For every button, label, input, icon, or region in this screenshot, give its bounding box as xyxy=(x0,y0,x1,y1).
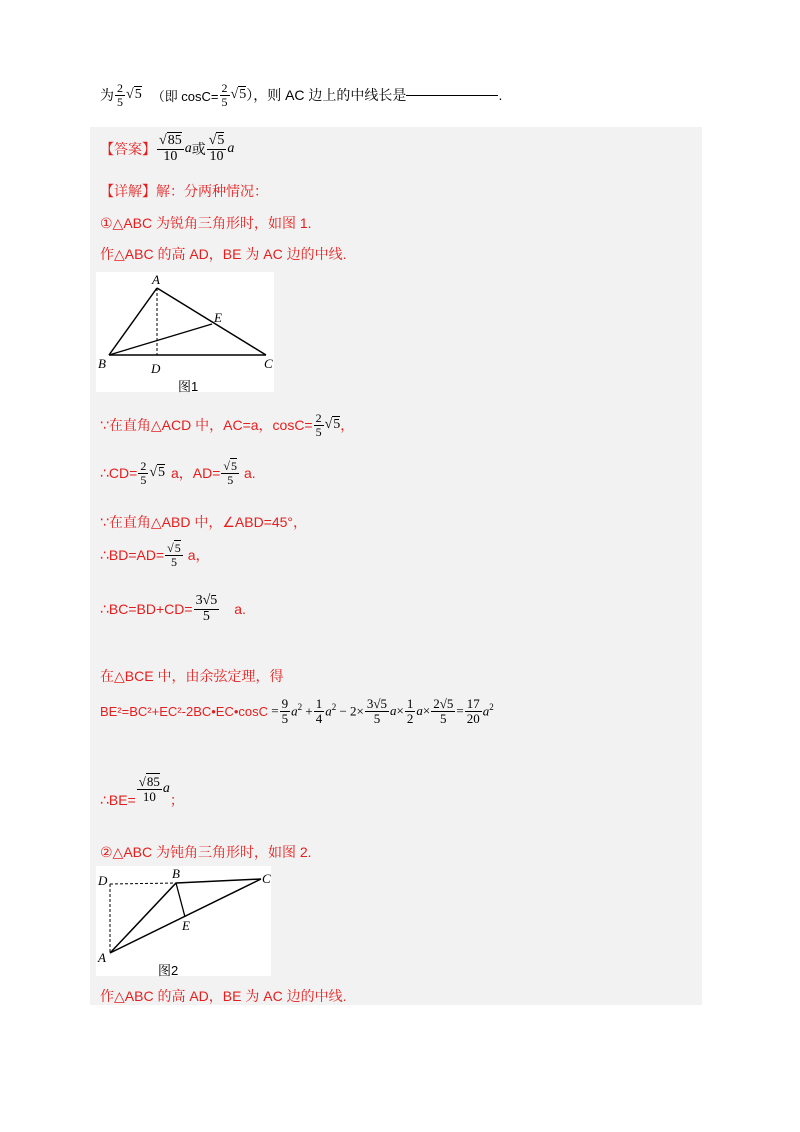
step-5-end: a. xyxy=(234,601,246,618)
answer-blank xyxy=(406,95,498,96)
answer-line xyxy=(100,134,234,164)
fraction: $\frac{1}{4}$ xyxy=(315,696,323,726)
fraction: $\frac{√5}{10}$ xyxy=(208,133,225,164)
case2-heading: ②△ABC 为钝角三角形时，如图 2. xyxy=(100,844,312,860)
detail-label: 【详解】 xyxy=(100,183,156,199)
step-7 xyxy=(100,697,494,725)
figure-1 xyxy=(96,272,274,392)
fraction: $\frac{√85}{10}$ xyxy=(138,773,160,804)
fraction: $\frac{17}{20}$ xyxy=(466,696,480,726)
figure-1-caption: 图1 xyxy=(178,379,199,394)
step-8-text: ∴BE= xyxy=(100,791,136,808)
step-2 xyxy=(100,460,256,486)
question-text-4: . xyxy=(498,87,503,104)
term: a× xyxy=(416,703,431,719)
label-C: C xyxy=(262,871,271,886)
question-text-2: （即 cosC= xyxy=(151,88,219,104)
step-2-mid: a，AD= xyxy=(171,465,221,482)
detail-line xyxy=(100,181,268,201)
figure-2-caption: 图2 xyxy=(158,963,179,978)
fraction: $\frac{3√5}{5}$ xyxy=(195,593,218,624)
case2-construct: 作△ABC 的高 AD，BE 为 AC 边的中线. xyxy=(100,988,347,1004)
step-5 xyxy=(100,594,246,624)
sqrt: √5 xyxy=(230,87,247,103)
step-1 xyxy=(100,412,354,438)
fraction: $\frac{3√5}{5}$ xyxy=(366,696,388,726)
fraction: $\frac{1}{2}$ xyxy=(406,696,414,726)
fraction: $\frac{√5}{5}$ xyxy=(167,541,181,569)
var-a: a xyxy=(227,141,235,157)
step-1-end: ， xyxy=(340,417,355,434)
label-C: C xyxy=(264,356,273,371)
question-line xyxy=(100,82,502,108)
fraction: $\frac{2√5}{5}$ xyxy=(433,696,454,726)
fraction: $\frac{√5}{5}$ xyxy=(223,459,238,487)
question-text-1: 为 xyxy=(100,87,114,104)
sqrt: √5 xyxy=(126,87,142,103)
label-E: E xyxy=(214,310,222,325)
term: $a^2$ + xyxy=(291,702,313,719)
fraction: $\frac{9}{5}$ xyxy=(281,696,289,726)
or-text: 或 xyxy=(191,141,206,158)
step-6: 在△BCE 中，由余弦定理，得 xyxy=(100,668,284,684)
label-E: E xyxy=(182,918,190,933)
step-5-text: ∴BC=BD+CD= xyxy=(100,600,193,617)
step-4 xyxy=(100,542,210,568)
fraction: $\frac{2}{5}$ xyxy=(117,81,123,109)
label-A: A xyxy=(98,950,106,965)
term: = xyxy=(456,703,464,719)
answer-label: 【答案】 xyxy=(100,141,156,158)
term: a× xyxy=(390,703,404,719)
term: $a^2 - 2\times$ xyxy=(325,702,364,719)
label-B: B xyxy=(98,356,106,371)
figure-2 xyxy=(96,866,271,976)
step-2-end: a. xyxy=(244,465,256,482)
label-B: B xyxy=(172,866,180,881)
case1-construct: 作△ABC 的高 AD，BE 为 AC 边的中线. xyxy=(100,246,347,262)
law-of-cosines-left: BE²=BC²+EC²-2BC•EC•cosC xyxy=(100,703,269,719)
label-A: A xyxy=(152,272,160,287)
fraction: $\frac{2}{5}$ xyxy=(221,81,228,109)
case1-heading: ①△ABC 为锐角三角形时，如图 1. xyxy=(100,215,312,231)
fraction: $\frac{2}{5}$ xyxy=(315,411,322,439)
question-text-3: ），则 AC 边上的中线长是 xyxy=(246,87,407,104)
var-a: a xyxy=(162,781,170,796)
label-D: D xyxy=(98,873,108,888)
term: $a^2$ xyxy=(482,702,494,719)
figure-1-diagram xyxy=(96,272,274,392)
step-8-end: ； xyxy=(169,792,184,808)
step-1-text: ∵在直角△ACD 中，AC=a，cosC= xyxy=(100,417,313,434)
label-D: D xyxy=(151,361,161,376)
step-4-end: a， xyxy=(187,547,210,564)
var-a: a xyxy=(184,141,192,157)
step-3: ∵在直角△ABD 中，∠ABD=45°， xyxy=(100,514,308,530)
fraction: $\frac{2}{5}$ xyxy=(140,459,147,487)
step-2-text: ∴CD= xyxy=(100,464,138,481)
equals: = xyxy=(268,703,279,719)
step-4-text: ∴BD=AD= xyxy=(100,546,165,563)
detail-intro: 解：分两种情况： xyxy=(156,183,268,199)
sqrt: √5 xyxy=(324,417,341,433)
sqrt: √5 xyxy=(149,465,165,481)
step-8 xyxy=(100,768,184,810)
fraction: $\frac{√85}{10}$ xyxy=(159,133,182,164)
